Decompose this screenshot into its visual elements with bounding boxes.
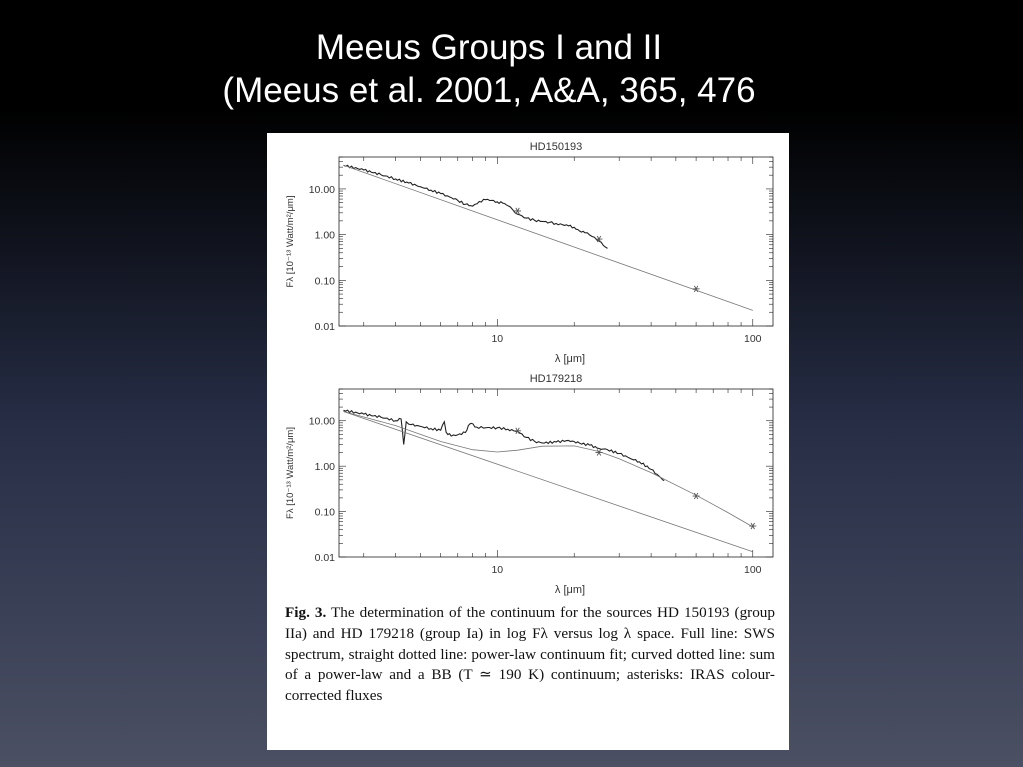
slide-title xyxy=(0,26,978,112)
figure-panel xyxy=(267,133,789,750)
plot-frame xyxy=(339,389,773,557)
slide-title-line1: Meeus Groups I and II xyxy=(315,28,663,67)
y-tick-label: 10.00 xyxy=(308,415,335,428)
x-tick-label: 10 xyxy=(491,333,504,345)
iras-asterisk xyxy=(749,523,756,529)
y-axis-label: Fλ [10⁻¹³ Watt/m²/μm] xyxy=(285,427,296,519)
y-axis-label: Fλ [10⁻¹³ Watt/m²/μm] xyxy=(285,195,296,288)
y-tick-label: 0.10 xyxy=(314,506,335,519)
chart-1 xyxy=(285,373,773,596)
sws-spectrum-line xyxy=(344,165,608,248)
power-law-continuum-line xyxy=(344,165,753,310)
y-tick-label: 1.00 xyxy=(314,461,335,474)
chart-0 xyxy=(285,141,773,365)
sws-spectrum-line xyxy=(344,410,665,480)
y-tick-label: 10.00 xyxy=(308,183,335,196)
caption-text: The determination of the continuum for the sources HD 150193 (group IIa) and HD 179218 (group Ia) in log Fλ versus log λ space. Full line: SWS spectrum, straight dotted line: power-law continuum fit; curved dotted line: sum of a power-law and a BB (T ≃ 190 K) continuum; asterisks: IRAS colour-corrected fluxes xyxy=(285,604,775,705)
y-tick-label: 1.00 xyxy=(314,229,335,242)
iras-asterisk xyxy=(595,449,602,455)
x-tick-label: 100 xyxy=(744,333,762,345)
y-tick-label: 0.01 xyxy=(314,321,335,333)
chart-title: HD179218 xyxy=(529,373,583,385)
x-axis-label: λ [μm] xyxy=(554,584,586,596)
power-law-continuum-line xyxy=(344,412,753,552)
x-tick-label: 10 xyxy=(491,564,504,576)
slide-title-line2: (Meeus et al. 2001, A&A, 365, 476 xyxy=(222,71,756,110)
y-tick-label: 0.10 xyxy=(314,275,335,288)
caption-label: Fig. 3. xyxy=(285,604,327,621)
power-law-bb-continuum-line xyxy=(344,412,753,527)
x-axis-label: λ [μm] xyxy=(554,353,586,365)
y-tick-label: 0.01 xyxy=(314,552,335,564)
figure-caption xyxy=(285,603,775,707)
x-tick-label: 100 xyxy=(744,564,762,576)
plots-svg xyxy=(267,133,789,598)
chart-title: HD150193 xyxy=(529,141,583,153)
